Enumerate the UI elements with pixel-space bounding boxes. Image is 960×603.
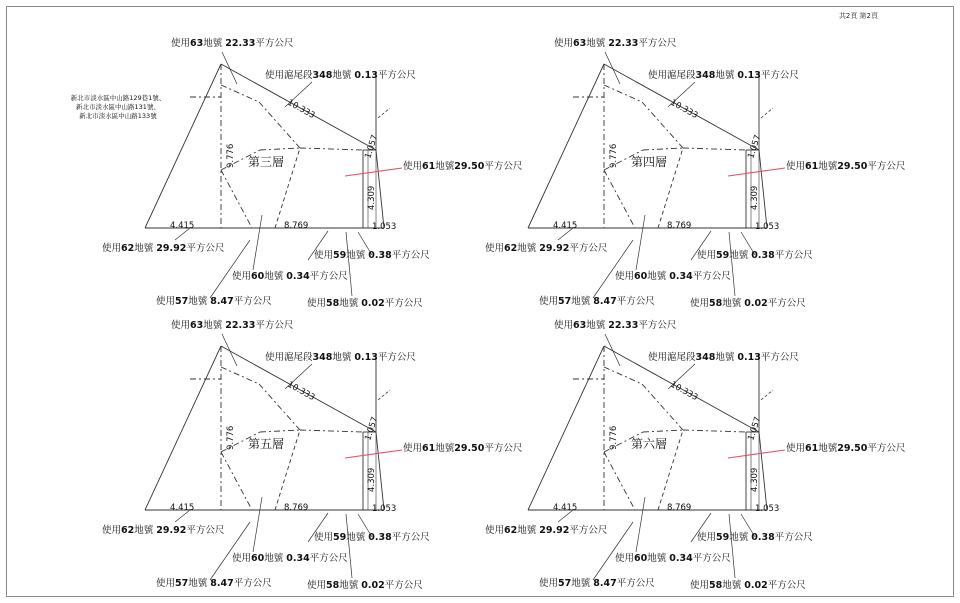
plan-line xyxy=(604,367,642,384)
parcel-number: 60 xyxy=(634,553,648,564)
parcel-area: 0.38 xyxy=(368,532,392,543)
parcel-label xyxy=(615,552,731,564)
parcel-number: 61 xyxy=(422,161,436,172)
leader-line xyxy=(636,215,645,270)
parcel-unit: 平方公尺 xyxy=(616,296,655,307)
parcel-prefix: 使用 xyxy=(690,580,710,591)
plan-line xyxy=(300,430,363,432)
plan-line xyxy=(260,148,300,150)
parcel-number: 57 xyxy=(175,578,189,589)
dimension-label: 10.333 xyxy=(668,379,700,404)
parcel-mid: 地號 xyxy=(715,352,738,363)
leader-line xyxy=(222,334,237,366)
highlight-line xyxy=(345,450,402,458)
parcel-label xyxy=(554,319,677,331)
parcel-number: 57 xyxy=(558,578,572,589)
parcel-number: 59 xyxy=(716,250,730,261)
parcel-mid: 地號 xyxy=(435,161,455,172)
parcel-area: 0.02 xyxy=(361,580,385,591)
parcel-mid: 地號 xyxy=(203,320,226,331)
parcel-mid: 地號 xyxy=(571,296,594,307)
parcel-mid: 地號 xyxy=(818,443,838,454)
floor-plan xyxy=(485,319,906,591)
parcel-prefix: 使用滬尾段 xyxy=(265,352,313,363)
floor-name: 第三層 xyxy=(248,155,285,169)
parcel-area: 0.13 xyxy=(737,70,761,81)
plan-line xyxy=(761,108,773,118)
dimension-label: 4.309 xyxy=(750,185,760,210)
parcel-prefix: 使用 xyxy=(539,296,559,307)
plan-line xyxy=(604,170,635,228)
parcel-unit: 平方公尺 xyxy=(233,296,272,307)
floor-plan xyxy=(485,37,906,309)
parcel-label xyxy=(786,160,906,172)
parcel-area: 8.47 xyxy=(210,578,234,589)
dimension-label: 4.415 xyxy=(553,221,578,231)
dimension-label: 1.053 xyxy=(372,504,397,514)
plan-line xyxy=(604,452,635,510)
plan-line xyxy=(378,390,390,400)
parcel-unit: 平方公尺 xyxy=(233,578,272,589)
parcel-number: 60 xyxy=(634,271,648,282)
address-line: 新北市淡水區中山路133號 xyxy=(79,112,157,120)
parcel-prefix: 使用滬尾段 xyxy=(648,70,696,81)
parcel-label xyxy=(232,552,348,564)
parcel-label xyxy=(539,577,655,589)
parcel-mid: 地號 xyxy=(203,38,226,49)
parcel-mid: 地號 xyxy=(188,296,211,307)
parcel-mid: 地號 xyxy=(264,271,287,282)
plan-line xyxy=(260,430,300,432)
parcel-label xyxy=(232,270,348,282)
leader-line xyxy=(636,497,645,552)
parcel-unit: 平方公尺 xyxy=(867,443,906,454)
plan-line xyxy=(528,346,604,510)
dimension-label: 10.333 xyxy=(285,379,317,404)
parcel-number: 62 xyxy=(504,243,518,254)
parcel-unit: 平方公尺 xyxy=(867,161,906,172)
parcel-label xyxy=(697,249,813,261)
parcel-label xyxy=(648,69,799,81)
parcel-prefix: 使用 xyxy=(615,553,635,564)
parcel-mid: 地號 xyxy=(647,271,670,282)
page-number: 共2頁 第2頁 xyxy=(838,12,878,20)
parcel-area: 22.33 xyxy=(225,38,256,49)
highlight-line xyxy=(728,168,785,176)
plan-line xyxy=(221,367,259,384)
parcel-mid: 地號 xyxy=(517,525,540,536)
dimension-label: 1.053 xyxy=(755,504,780,514)
dimension-label: 10.333 xyxy=(668,97,700,122)
parcel-number: 62 xyxy=(121,525,135,536)
parcel-prefix: 使用 xyxy=(171,38,191,49)
dimension-label: 4.415 xyxy=(170,503,195,513)
parcel-label xyxy=(171,37,294,49)
parcel-unit: 平方公尺 xyxy=(377,352,416,363)
parcel-area: 0.02 xyxy=(361,298,385,309)
parcel-number: 57 xyxy=(558,296,572,307)
plan-line xyxy=(759,150,767,228)
parcel-prefix: 使用 xyxy=(786,443,806,454)
parcel-mid: 地號 xyxy=(332,70,355,81)
dimension-label: 9.776 xyxy=(226,425,236,450)
address-line: 新北市淡水區中山路129巷1號、 xyxy=(70,94,166,102)
floor-name: 第六層 xyxy=(631,437,668,451)
parcel-label xyxy=(690,579,806,591)
plan-line xyxy=(643,148,683,150)
parcel-area: 0.13 xyxy=(737,352,761,363)
dimension-label: 8.769 xyxy=(667,221,692,231)
parcel-prefix: 使用 xyxy=(485,525,505,536)
parcel-area: 29.92 xyxy=(539,243,570,254)
parcel-unit: 平方公尺 xyxy=(255,320,294,331)
highlight-line xyxy=(345,168,402,176)
parcel-number: 63 xyxy=(190,320,204,331)
parcel-unit: 平方公尺 xyxy=(384,580,423,591)
parcel-label xyxy=(615,270,731,282)
plan-line xyxy=(528,64,604,228)
parcel-mid: 地號 xyxy=(729,250,752,261)
dimension-label: 1.057 xyxy=(363,415,381,442)
dimension-label: 4.415 xyxy=(553,503,578,513)
plan-line xyxy=(643,430,683,432)
parcel-unit: 平方公尺 xyxy=(774,250,813,261)
parcel-label xyxy=(265,351,416,363)
parcel-prefix: 使用 xyxy=(403,443,423,454)
parcel-prefix: 使用滬尾段 xyxy=(648,352,696,363)
parcel-mid: 地號 xyxy=(339,580,362,591)
parcel-prefix: 使用 xyxy=(539,578,559,589)
parcel-label xyxy=(786,442,906,454)
parcel-mid: 地號 xyxy=(715,70,738,81)
parcel-unit: 平方公尺 xyxy=(255,38,294,49)
parcel-number: 58 xyxy=(709,298,723,309)
highlight-line xyxy=(728,450,785,458)
parcel-area: 29.50 xyxy=(837,443,868,454)
parcel-prefix: 使用 xyxy=(485,243,505,254)
parcel-area: 0.13 xyxy=(354,70,378,81)
leader-line xyxy=(605,52,620,84)
parcel-mid: 地號 xyxy=(264,553,287,564)
parcel-number: 348 xyxy=(695,70,716,81)
parcel-area: 29.50 xyxy=(454,443,485,454)
parcel-prefix: 使用 xyxy=(690,298,710,309)
parcel-area: 29.92 xyxy=(156,243,187,254)
plan-line xyxy=(604,85,642,102)
leader-line xyxy=(729,232,735,296)
parcel-prefix: 使用 xyxy=(232,271,252,282)
parcel-number: 63 xyxy=(573,320,587,331)
plan-line xyxy=(683,430,746,432)
parcel-number: 63 xyxy=(190,38,204,49)
parcel-prefix: 使用 xyxy=(314,250,334,261)
parcel-area: 0.34 xyxy=(669,553,693,564)
plan-line xyxy=(221,85,259,102)
parcel-label xyxy=(314,249,430,261)
parcel-number: 348 xyxy=(312,70,333,81)
parcel-prefix: 使用 xyxy=(615,271,635,282)
parcel-area: 29.50 xyxy=(837,161,868,172)
leader-line xyxy=(346,514,352,578)
parcel-mid: 地號 xyxy=(134,243,157,254)
floor-name: 第五層 xyxy=(248,437,285,451)
parcel-unit: 平方公尺 xyxy=(760,70,799,81)
parcel-mid: 地號 xyxy=(346,532,369,543)
parcel-number: 348 xyxy=(312,352,333,363)
parcel-label xyxy=(539,295,655,307)
parcel-area: 29.50 xyxy=(454,161,485,172)
parcel-unit: 平方公尺 xyxy=(377,70,416,81)
parcel-mid: 地號 xyxy=(346,250,369,261)
parcel-prefix: 使用 xyxy=(102,243,122,254)
parcel-area: 22.33 xyxy=(225,320,256,331)
dimension-label: 1.057 xyxy=(746,415,764,442)
parcel-unit: 平方公尺 xyxy=(391,250,430,261)
leader-line xyxy=(729,514,735,578)
parcel-label xyxy=(485,524,608,536)
parcel-mid: 地號 xyxy=(332,352,355,363)
plan-line xyxy=(145,64,221,228)
parcel-area: 0.02 xyxy=(744,580,768,591)
parcel-prefix: 使用 xyxy=(554,320,574,331)
parcel-label xyxy=(307,297,423,309)
parcel-unit: 平方公尺 xyxy=(692,553,731,564)
parcel-number: 59 xyxy=(333,250,347,261)
dimension-label: 9.776 xyxy=(609,425,619,450)
parcel-unit: 平方公尺 xyxy=(638,320,677,331)
dimension-label: 4.415 xyxy=(170,221,195,231)
parcel-mid: 地號 xyxy=(571,578,594,589)
plan-line xyxy=(759,432,767,510)
floor-plan xyxy=(102,37,523,309)
parcel-area: 0.13 xyxy=(354,352,378,363)
parcel-label xyxy=(314,531,430,543)
parcel-area: 0.38 xyxy=(368,250,392,261)
parcel-number: 61 xyxy=(805,161,819,172)
leader-line xyxy=(222,52,237,84)
parcel-label xyxy=(648,351,799,363)
parcel-area: 8.47 xyxy=(593,578,617,589)
parcel-label xyxy=(171,319,294,331)
parcel-label xyxy=(485,242,608,254)
parcel-mid: 地號 xyxy=(722,298,745,309)
parcel-unit: 平方公尺 xyxy=(484,161,523,172)
parcel-unit: 平方公尺 xyxy=(186,525,225,536)
parcel-area: 29.92 xyxy=(156,525,187,536)
leader-line xyxy=(346,232,352,296)
parcel-number: 60 xyxy=(251,553,265,564)
dimension-label: 4.309 xyxy=(367,467,377,492)
plan-line xyxy=(145,346,221,510)
parcel-area: 0.02 xyxy=(744,298,768,309)
parcel-area: 8.47 xyxy=(210,296,234,307)
parcel-prefix: 使用 xyxy=(307,580,327,591)
parcel-mid: 地號 xyxy=(435,443,455,454)
parcel-unit: 平方公尺 xyxy=(760,352,799,363)
floor-name: 第四層 xyxy=(631,155,668,169)
parcel-unit: 平方公尺 xyxy=(569,525,608,536)
parcel-label xyxy=(102,242,225,254)
leader-line xyxy=(253,497,262,552)
parcel-unit: 平方公尺 xyxy=(309,271,348,282)
parcel-prefix: 使用滬尾段 xyxy=(265,70,313,81)
dimension-label: 8.769 xyxy=(284,503,309,513)
parcel-mid: 地號 xyxy=(729,532,752,543)
address-line: 新北市淡水區中山路131號、 xyxy=(76,103,160,111)
parcel-number: 62 xyxy=(504,525,518,536)
dimension-label: 4.309 xyxy=(367,185,377,210)
plan-line xyxy=(300,148,363,150)
dimension-label: 8.769 xyxy=(667,503,692,513)
parcel-area: 0.34 xyxy=(286,271,310,282)
parcel-mid: 地號 xyxy=(818,161,838,172)
parcel-area: 0.38 xyxy=(751,250,775,261)
parcel-number: 59 xyxy=(333,532,347,543)
plan-line xyxy=(221,170,252,228)
parcel-label xyxy=(265,69,416,81)
plan-line xyxy=(376,150,384,228)
parcel-label xyxy=(307,579,423,591)
parcel-area: 0.34 xyxy=(669,271,693,282)
parcel-label xyxy=(156,577,272,589)
dimension-label: 1.053 xyxy=(372,222,397,232)
parcel-number: 63 xyxy=(573,38,587,49)
parcel-mid: 地號 xyxy=(722,580,745,591)
parcel-area: 29.92 xyxy=(539,525,570,536)
parcel-label xyxy=(554,37,677,49)
parcel-prefix: 使用 xyxy=(786,161,806,172)
parcel-prefix: 使用 xyxy=(156,296,176,307)
parcel-unit: 平方公尺 xyxy=(384,298,423,309)
parcel-unit: 平方公尺 xyxy=(774,532,813,543)
parcel-prefix: 使用 xyxy=(307,298,327,309)
parcel-mid: 地號 xyxy=(586,320,609,331)
parcel-unit: 平方公尺 xyxy=(767,580,806,591)
parcel-prefix: 使用 xyxy=(697,250,717,261)
dimension-label: 9.776 xyxy=(226,143,236,168)
parcel-prefix: 使用 xyxy=(156,578,176,589)
plan-line xyxy=(221,452,252,510)
parcel-label xyxy=(156,295,272,307)
leader-line xyxy=(605,334,620,366)
dimension-label: 4.309 xyxy=(750,467,760,492)
parcel-mid: 地號 xyxy=(586,38,609,49)
dimension-label: 1.057 xyxy=(746,133,764,160)
parcel-unit: 平方公尺 xyxy=(692,271,731,282)
parcel-label xyxy=(690,297,806,309)
parcel-label xyxy=(403,442,523,454)
parcel-unit: 平方公尺 xyxy=(186,243,225,254)
parcel-number: 58 xyxy=(709,580,723,591)
plan-line xyxy=(376,432,384,510)
parcel-number: 60 xyxy=(251,271,265,282)
parcel-prefix: 使用 xyxy=(102,525,122,536)
plan-line xyxy=(378,108,390,118)
parcel-mid: 地號 xyxy=(134,525,157,536)
dimension-label: 1.053 xyxy=(755,222,780,232)
dimension-label: 9.776 xyxy=(609,143,619,168)
plan-line xyxy=(761,390,773,400)
parcel-number: 348 xyxy=(695,352,716,363)
parcel-prefix: 使用 xyxy=(314,532,334,543)
parcel-prefix: 使用 xyxy=(554,38,574,49)
floor-plan xyxy=(102,319,523,591)
parcel-area: 22.33 xyxy=(608,320,639,331)
leader-line xyxy=(253,215,262,270)
parcel-number: 57 xyxy=(175,296,189,307)
plan-line xyxy=(683,148,746,150)
parcel-number: 58 xyxy=(326,298,340,309)
dimension-label: 8.769 xyxy=(284,221,309,231)
parcel-mid: 地號 xyxy=(647,553,670,564)
parcel-number: 59 xyxy=(716,532,730,543)
parcel-number: 61 xyxy=(805,443,819,454)
parcel-label xyxy=(102,524,225,536)
dimension-label: 1.057 xyxy=(363,133,381,160)
parcel-prefix: 使用 xyxy=(403,161,423,172)
parcel-number: 62 xyxy=(121,243,135,254)
parcel-unit: 平方公尺 xyxy=(767,298,806,309)
parcel-unit: 平方公尺 xyxy=(484,443,523,454)
parcel-unit: 平方公尺 xyxy=(616,578,655,589)
parcel-mid: 地號 xyxy=(517,243,540,254)
parcel-unit: 平方公尺 xyxy=(569,243,608,254)
parcel-area: 8.47 xyxy=(593,296,617,307)
parcel-unit: 平方公尺 xyxy=(638,38,677,49)
parcel-area: 0.38 xyxy=(751,532,775,543)
parcel-label xyxy=(697,531,813,543)
dimension-label: 10.333 xyxy=(285,97,317,122)
parcel-number: 58 xyxy=(326,580,340,591)
parcel-prefix: 使用 xyxy=(171,320,191,331)
parcel-area: 0.34 xyxy=(286,553,310,564)
parcel-mid: 地號 xyxy=(188,578,211,589)
parcel-label xyxy=(403,160,523,172)
parcel-prefix: 使用 xyxy=(232,553,252,564)
parcel-area: 22.33 xyxy=(608,38,639,49)
parcel-mid: 地號 xyxy=(339,298,362,309)
parcel-number: 61 xyxy=(422,443,436,454)
parcel-unit: 平方公尺 xyxy=(309,553,348,564)
parcel-prefix: 使用 xyxy=(697,532,717,543)
parcel-unit: 平方公尺 xyxy=(391,532,430,543)
